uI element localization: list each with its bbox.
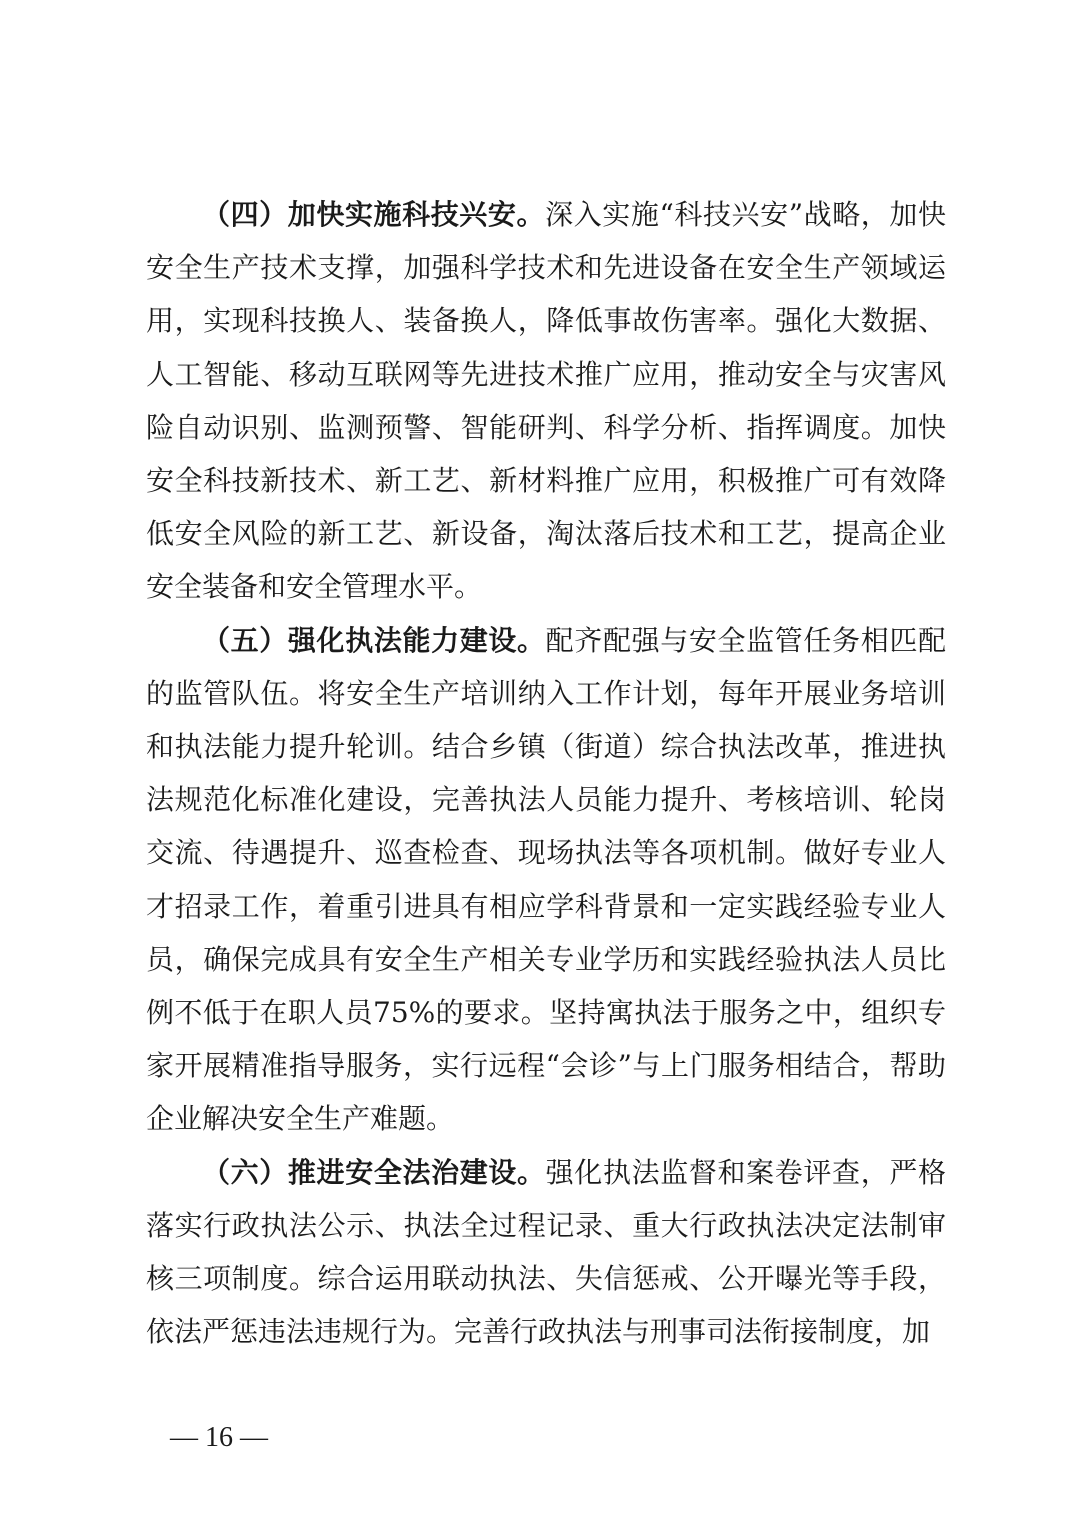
section-heading-6: （六）推进安全法治建设。 xyxy=(202,1155,546,1189)
section-heading-4: （四）加快实施科技兴安。 xyxy=(202,198,546,231)
paragraph-text-6: 强化执法监督和案卷评查，严格落实行政执法公示、执法全过程记录、重大行政执法决定法制审核三项制度。综合运用联动执法、失信惩戒、公开曝光等手段，依法严惩违法违规行为。完善行政执法与刑事司法衔接制度，加 xyxy=(146,1155,946,1349)
page-number: — 16 — xyxy=(170,1422,268,1453)
paragraph-section-6 xyxy=(146,1146,946,1359)
paragraph-text-4: 深入实施“科技兴安”战略，加快安全生产技术支撑，加强科学技术和先进设备在安全生产领域运用，实现科技换人、装备换人，降低事故伤害率。强化大数据、人工智能、移动互联网等先进技术推广应用，推动安全与灾害风险自动识别、监测预警、智能研判、科学分析、指挥调度。加快安全科技新技术、新工艺、新材料推广应用，积极推广可有效降低安全风险的新工艺、新设备，淘汰落后技术和工艺，提高企业安全装备和安全管理水平。 xyxy=(146,198,946,604)
paragraph-section-4 xyxy=(146,188,946,614)
section-heading-5: （五）强化执法能力建设。 xyxy=(202,623,546,657)
paragraph-text-5: 配齐配强与安全监管任务相匹配的监管队伍。将安全生产培训纳入工作计划，每年开展业务培训和执法能力提升轮训。结合乡镇（街道）综合执法改革，推进执法规范化标准化建设，完善执法人员能力提升、考核培训、轮岗交流、待遇提升、巡查检查、现场执法等各项机制。做好专业人才招录工作，着重引进具有相应学科背景和一定实践经验专业人员，确保完成具有安全生产相关专业学历和实践经验执法人员比例不低于在职人员75%的要求。坚持寓执法于服务之中，组织专家开展精准指导服务，实行远程“会诊”与上门服务相结合，帮助企业解决安全生产难题。 xyxy=(146,623,946,1136)
paragraph-section-5 xyxy=(146,614,946,1146)
document-body xyxy=(146,188,946,1358)
